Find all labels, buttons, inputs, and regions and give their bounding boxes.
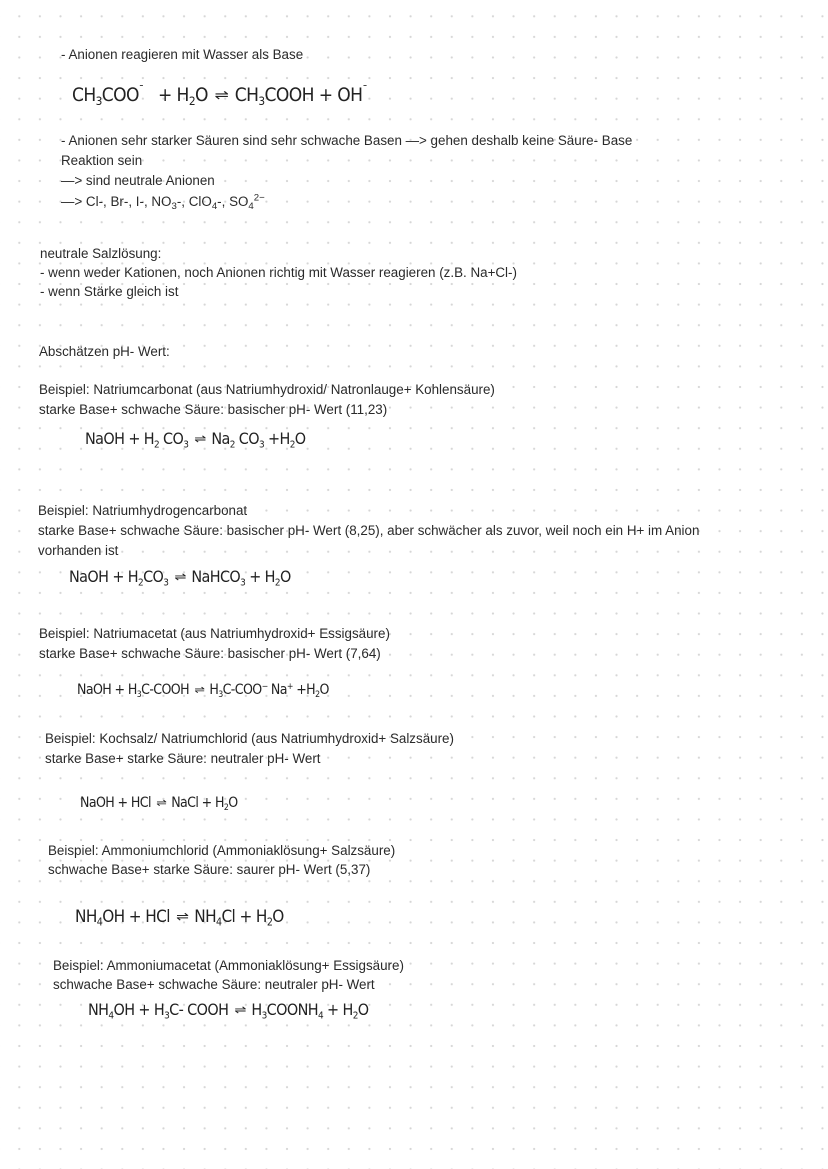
example-4-line2: starke Base+ starke Säure: neutraler pH- Wert: [45, 751, 321, 766]
neutral-solution-point2: - wenn Stärke gleich ist: [40, 284, 179, 299]
equilibrium-arrow-icon: ⇌: [194, 684, 204, 696]
strong-acid-anions-line1: - Anionen sehr starker Säuren sind sehr schwache Basen —> gehen deshalb keine Säure- Base: [61, 133, 633, 148]
equilibrium-arrow-icon: ⇌: [176, 909, 188, 925]
equilibrium-arrow-icon: ⇌: [234, 1002, 246, 1017]
example-6-line1: Beispiel: Ammoniumacetat (Ammoniaklösung+ Essigsäure): [53, 958, 404, 973]
equilibrium-arrow-icon: ⇌: [194, 431, 206, 446]
strong-acid-anions-line3: —> sind neutrale Anionen: [61, 173, 215, 188]
example-6-line2: schwache Base+ schwache Säure: neutraler pH- Wert: [53, 977, 375, 992]
example-6-equation: $NH_4OH + H_3C-$ COOH ⇌ $H_3COONH_4 + H_2O$: [88, 1000, 369, 1022]
example-1-equation: NaOH + $H_2$ $CO_3$ ⇌ $Na_2$ $CO_3 +H_2O$: [85, 429, 306, 451]
equilibrium-arrow-icon: ⇌: [174, 569, 186, 584]
neutral-solution-point1: - wenn weder Kationen, noch Anionen richtig mit Wasser reagieren (z.B. Na+Cl-): [40, 265, 517, 280]
equilibrium-arrow-icon: ⇌: [214, 87, 228, 103]
acetate-hydrolysis-equation: $CH_3COO^¯$ + $H_2O$ ⇌ $CH_3COOH + OH^¯$: [72, 82, 368, 109]
estimate-ph-title: Abschätzen pH- Wert:: [39, 344, 170, 359]
equilibrium-arrow-icon: ⇌: [156, 797, 166, 809]
example-2-line3: vorhanden ist: [38, 543, 119, 558]
example-5-equation: $NH_4OH$ + HCl ⇌ $NH_4Cl + H_2O$: [75, 907, 284, 929]
example-2-equation: NaOH + $H_2CO_3$ ⇌ NaHCO$_3$ + $H_2O$: [69, 567, 291, 589]
example-3-line1: Beispiel: Natriumacetat (aus Natriumhydroxid+ Essigsäure): [39, 626, 390, 641]
neutral-solution-title: neutrale Salzlösung:: [40, 246, 162, 261]
example-1-line1: Beispiel: Natriumcarbonat (aus Natriumhydroxid/ Natronlauge+ Kohlensäure): [39, 382, 495, 397]
example-4-equation: NaOH + HCl ⇌ NaCl + $H_2O$: [80, 795, 238, 814]
strong-acid-anions-list: —> Cl-, Br-, I-, $NO_3-$, ClO$_4$-, $SO_4^{2-}$: [61, 192, 265, 212]
example-2-line1: Beispiel: Natriumhydrogencarbonat: [38, 503, 248, 518]
example-2-line2: starke Base+ schwache Säure: basischer pH- Wert (8,25), aber schwächer als zuvor, weil noch ein H+ im Anion: [38, 523, 700, 538]
example-3-line2: starke Base+ schwache Säure: basischer pH- Wert (7,64): [39, 646, 381, 661]
example-5-line1: Beispiel: Ammoniumchlorid (Ammoniaklösung+ Salzsäure): [48, 843, 396, 858]
strong-acid-anions-line2: Reaktion sein: [61, 153, 143, 168]
example-5-line2: schwache Base+ starke Säure: saurer pH- Wert (5,37): [48, 862, 371, 877]
example-4-line1: Beispiel: Kochsalz/ Natriumchlorid (aus Natriumhydroxid+ Salzsäure): [45, 731, 454, 746]
example-1-line2: starke Base+ schwache Säure: basischer pH- Wert (11,23): [39, 402, 388, 417]
anion-base-heading: - Anionen reagieren mit Wasser als Base: [61, 47, 304, 62]
example-3-equation: NaOH + $H_3C$-COOH ⇌ $H_3C-COO^-$ $Na^+ +H_2O$: [77, 681, 329, 701]
